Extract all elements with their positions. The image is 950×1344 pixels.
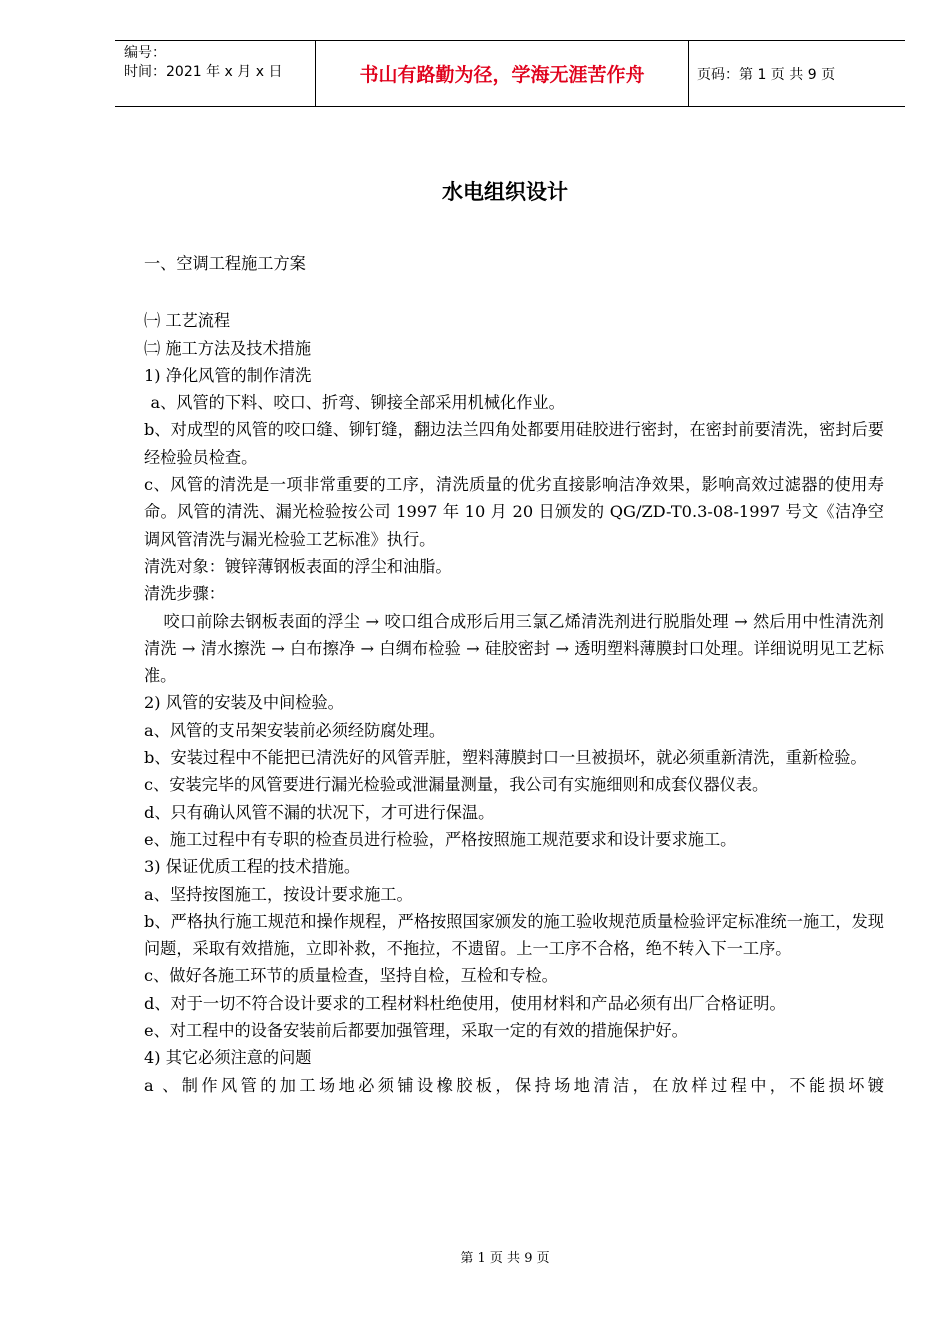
time-label: 时间：2021 年 x 月 x 日 — [124, 64, 283, 80]
page-footer: 第 1 页 共 9 页 — [460, 1251, 550, 1266]
header-page-info: 页码：第 1 页 共 9 页 — [697, 66, 836, 83]
paragraph: c、安装完毕的风管要进行漏光检验或泄漏量测量，我公司有实施细则和成套仪器仪表。 — [144, 775, 769, 795]
paragraph: b、对成型的风管的咬口缝、铆钉缝，翻边法兰四角处都要用硅胶进行密封，在密封前要清洗，密封后要经检验员检查。 — [144, 420, 884, 467]
document-body — [144, 250, 884, 1099]
paragraph: d、只有确认风管不漏的状况下，才可进行保温。 — [144, 802, 495, 822]
paragraph: c、做好各施工环节的质量检查，坚持自检，互检和专检。 — [144, 966, 558, 986]
paragraph: 2) 风管的安装及中间检验。 — [144, 693, 344, 713]
paragraph: b、安装过程中不能把已清洗好的风管弄脏，塑料薄膜封口一旦被损坏，就必须重新清洗，重新检验。 — [144, 748, 867, 768]
paragraph: 4) 其它必须注意的问题 — [144, 1048, 312, 1068]
paragraph: c、风管的清洗是一项非常重要的工序，清洗质量的优劣直接影响洁净效果，影响高效过滤器的使用寿命。风管的清洗、漏光检验按公司 1997 年 10 月 20 日颁发的 QG/ZD-T0.3-08-1997 号文《洁净空调风管清洗与漏光检验工艺标准》执行。 — [144, 475, 884, 549]
paragraph: 清洗步骤： — [144, 584, 225, 604]
document-title: 水电组织设计 — [442, 180, 568, 204]
paragraph: a、风管的支吊架安装前必须经防腐处理。 — [144, 720, 446, 740]
header-meta-cell — [115, 41, 316, 106]
paragraph: 1) 净化风管的制作清洗 — [144, 365, 312, 385]
paragraph: b、严格执行施工规范和操作规程，严格按照国家颁发的施工验收规范质量检验评定标准统一施工，发现问题，采取有效措施，立即补救，不拖拉，不遗留。上一工序不合格，绝不转入下一工序。 — [144, 911, 884, 959]
paragraph: a 、制作风管的加工场地必须铺设橡胶板，保持场地清洁，在放样过程中，不能损坏镀 — [144, 1075, 884, 1095]
header-motto: 书山有路勤为径，学海无涯苦作舟 — [316, 41, 689, 106]
number-label: 编号： — [124, 45, 166, 61]
paragraph: 咬口前除去钢板表面的浮尘 → 咬口组合成形后用三氯乙烯清洗剂进行脱脂处理 → 然后用中性清洗剂清洗 → 清水擦洗 → 白布擦净 → 白绸布检验 → 硅胶密封 → 透明塑料薄膜封口处理。详细说明见工艺标准。 — [144, 611, 884, 686]
paragraph: e、施工过程中有专职的检查员进行检验，严格按照施工规范要求和设计要求施工。 — [144, 829, 737, 849]
paragraph: e、对工程中的设备安装前后都要加强管理，采取一定的有效的措施保护好。 — [144, 1021, 688, 1041]
paragraph: 3) 保证优质工程的技术措施。 — [144, 857, 361, 877]
page-header — [115, 40, 905, 107]
paragraph: a、风管的下料、咬口、折弯、铆接全部采用机械化作业。 — [150, 393, 565, 413]
paragraph: 清洗对象：镀锌薄钢板表面的浮尘和油脂。 — [144, 556, 452, 576]
paragraph: a、坚持按图施工，按设计要求施工。 — [144, 884, 413, 904]
paragraph: ㈡ 施工方法及技术措施 — [144, 338, 312, 358]
paragraph: d、对于一切不符合设计要求的工程材料杜绝使用，使用材料和产品必须有出厂合格证明。 — [144, 993, 786, 1013]
paragraph: ㈠ 工艺流程 — [144, 311, 231, 331]
section-heading: 一、空调工程施工方案 — [144, 254, 306, 273]
